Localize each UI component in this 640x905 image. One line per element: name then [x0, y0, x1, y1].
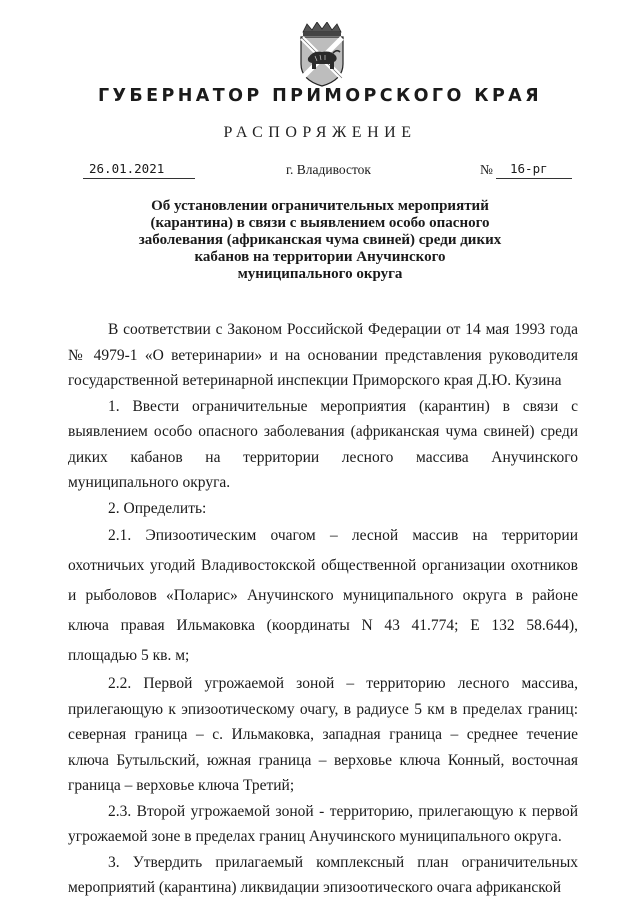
- title-line: Об установлении ограничительных мероприятий: [151, 198, 489, 214]
- item-2-2-paragraph: 2.2. Первой угрожаемой зоной – территорию лесного массива, прилегающую к эпизоотическому очагу, в радиусе 5 км в пределах границ: северная граница – с. Ильмаковка, западная граница – среднее течение ключа Бутыльский, южная граница – верховье ключа Конный, восточная граница – верховье ключа Третий;: [68, 675, 578, 794]
- preamble-paragraph: В соответствии с Законом Российской Федерации от 14 мая 1993 года № 4979-1 «О ветеринарии» и на основании представления руководителя государственной ветеринарной инспекции Приморского края Д.Ю. Кузина: [68, 321, 578, 389]
- title-line: заболевания (африканская чума свиней) среди диких: [138, 232, 502, 248]
- document-body: [68, 317, 578, 901]
- title-line: (карантина) в связи с выявлением особо опасного: [150, 215, 490, 231]
- title-line: муниципального округа: [237, 266, 403, 282]
- item-1-paragraph: 1. Ввести ограничительные мероприятия (карантин) в связи с выявлением особо опасного заболевания (африканская чума свиней) среди диких кабанов на территории лесного массива Анучинского муниципального округа.: [68, 397, 578, 491]
- document-meta-row: [0, 160, 640, 184]
- number-sign: №: [480, 162, 493, 177]
- item-2-paragraph: 2. Определить:: [108, 499, 207, 517]
- document-city: г. Владивосток: [286, 162, 371, 177]
- item-2-3-paragraph: 2.3. Второй угрожаемой зоной - территорию, прилегающую к первой угрожаемой зоне в пределах границ Анучинского муниципального округа.: [68, 802, 578, 845]
- issuer-heading: ГУБЕРНАТОР ПРИМОРСКОГО КРАЯ: [97, 86, 542, 106]
- coat-of-arms-icon: [293, 22, 351, 88]
- document-type-heading: РАСПОРЯЖЕНИЕ: [223, 124, 417, 141]
- item-3-paragraph: 3. Утвердить прилагаемый комплексный план ограничительных мероприятий (карантина) ликвидации эпизоотического очага африканской: [68, 853, 578, 896]
- document-number: 16-рг: [496, 160, 572, 179]
- title-line: кабанов на территории Анучинского: [194, 249, 446, 265]
- item-2-1-paragraph: 2.1. Эпизоотическим очагом – лесной массив на территории охотничьих угодий Владивостокской общественной организации охотников и рыболовов «Поларис» Анучинского муниципального округа в районе ключа правая Ильмаковка (координаты N 43 41.774; E 132 58.644), площадью 5 кв. м;: [68, 527, 578, 664]
- document-title: [120, 198, 520, 283]
- document-date: 26.01.2021: [83, 160, 195, 179]
